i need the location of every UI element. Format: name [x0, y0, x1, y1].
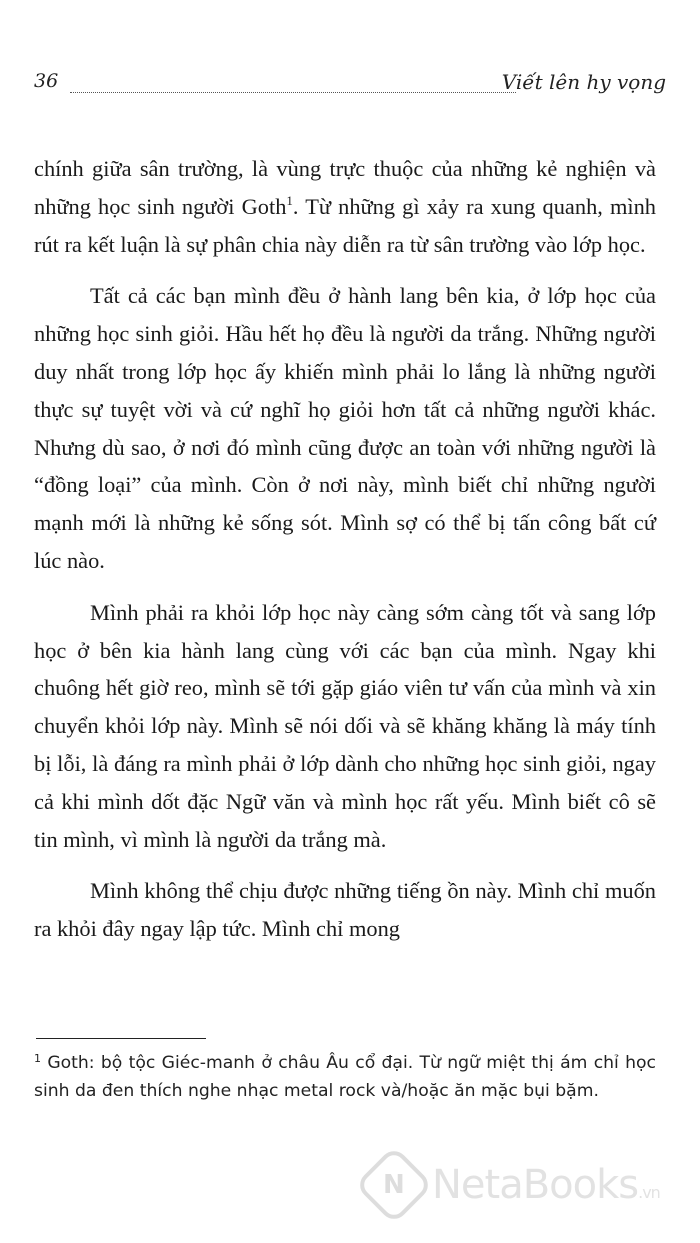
body-text	[34, 150, 656, 962]
footnote	[34, 1050, 656, 1105]
book-title: Viết lên hy vọng	[501, 70, 666, 94]
paragraph-3: Mình phải ra khỏi lớp học này càng sớm càng tốt và sang lớp học ở bên kia hành lang cùng với các bạn của mình. Ngay khi chuông hết giờ reo, mình sẽ tới gặp giáo viên tư vấn của mình và xin chuyển khỏi lớp này. Mình sẽ nói dối và sẽ khăng khăng là máy tính bị lỗi, là đáng ra mình phải ở lớp dành cho những học sinh giỏi, ngay cả khi mình dốt đặc Ngữ văn và mình học rất yếu. Mình biết cô sẽ tin mình, vì mình là người da trắng mà.	[34, 599, 656, 852]
footnote-number: 1	[34, 1052, 41, 1065]
page-header	[34, 70, 666, 98]
watermark-logo-letter: N	[383, 1169, 405, 1200]
footnote-ref[interactable]: 1	[286, 192, 293, 208]
header-dotted-rule	[70, 92, 516, 93]
footnote-rule	[36, 1038, 206, 1039]
paragraph-1	[34, 150, 656, 263]
watermark	[366, 1150, 686, 1220]
watermark-suffix: .vn	[638, 1183, 660, 1202]
paragraph-1-text: chính giữa sân trường, là vùng trực thuộc của những kẻ nghiện và những học sinh người Goth	[34, 156, 656, 219]
paragraph-4: Mình không thể chịu được những tiếng ồn này. Mình chỉ muốn ra khỏi đây ngay lập tức. Mình chỉ mong	[34, 878, 656, 942]
footnote-text: Goth: bộ tộc Giéc-manh ở châu Âu cổ đại. Từ ngữ miệt thị ám chỉ học sinh da đen thích nghe nhạc metal rock và/hoặc ăn mặc bụi bặm.	[34, 1053, 656, 1101]
watermark-text	[432, 1162, 660, 1208]
watermark-brand: NetaBooks	[432, 1162, 639, 1208]
paragraph-1-text-cont: . Từ những gì xảy ra xung quanh, mình rút ra kết luận là sự phân chia này diễn ra từ sân trường vào lớp học.	[34, 193, 656, 257]
page-number: 36	[34, 70, 59, 92]
paragraph-2: Tất cả các bạn mình đều ở hành lang bên kia, ở lớp học của những học sinh giỏi. Hầu hết họ đều là người da trắng. Những người duy nhất trong lớp học ấy khiến mình phải lo lắng là những người thực sự tuyệt vời và cứ nghĩ họ giỏi hơn tất cả những người khác. Nhưng dù sao, ở nơi đó mình cũng được an toàn với những người là “đồng loại” của mình. Còn ở nơi này, mình biết chỉ những người mạnh mới là những kẻ sống sót. Mình sợ có thể bị tấn công bất cứ lúc nào.	[34, 283, 656, 573]
netabooks-logo-icon	[354, 1145, 433, 1224]
